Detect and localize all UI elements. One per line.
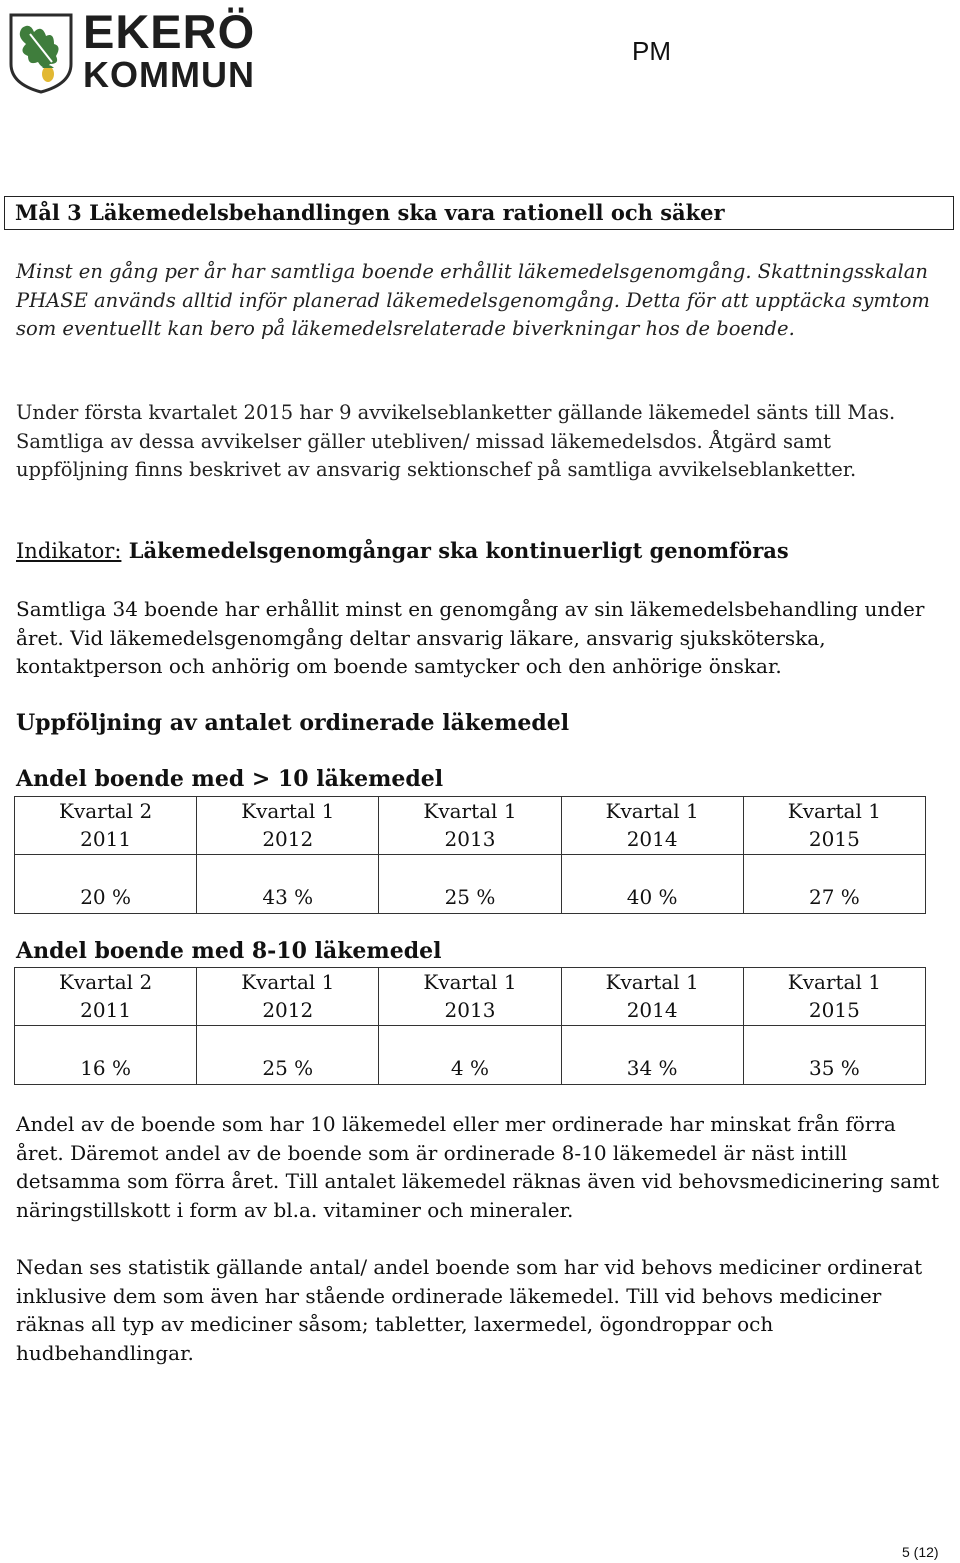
page-number: 5 (12) (902, 1544, 939, 1560)
table1-title: Andel boende med > 10 läkemedel (16, 766, 444, 792)
indicator-text: Läkemedelsgenomgångar ska kontinuerligt genomföras (128, 538, 789, 563)
followup-heading: Uppföljning av antalet ordinerade läkemedel (16, 710, 570, 736)
value-cell: 20 % (15, 855, 197, 914)
period-cell: Kvartal 1 2014 (561, 968, 743, 1026)
municipality-logo-shield (8, 12, 74, 94)
oak-leaf-icon (8, 12, 74, 94)
prn-statistics-paragraph: Nedan ses statistik gällande antal/ andel boende som har vid behovs mediciner ordinerat inklusive dem som även har stående ordinerade läkemedel. Till vid behovs mediciner räknas all typ av mediciner såsom; tabletter, laxermedel, ögondroppar och hudbehandlingar. (16, 1255, 923, 1365)
summary-paragraph: Andel av de boende som har 10 läkemedel eller mer ordinerade har minskat från förra året. Däremot andel av de boende som är ordinerade 8-10 läkemedel är näst intill detsamma som förra året. Till antalet läkemedel räknas även vid behovsmedicinering samt näringstillskott i form av bl.a. vitaminer och mineraler. (16, 1112, 940, 1222)
value-cell: 43 % (197, 855, 379, 914)
table-value-row (15, 855, 926, 914)
period-cell: Kvartal 1 2015 (743, 968, 925, 1026)
period-cell: Kvartal 2 2011 (15, 797, 197, 855)
value-cell: 4 % (379, 1026, 561, 1085)
stats-table-8-10 (14, 967, 926, 1085)
period-cell: Kvartal 1 2012 (197, 968, 379, 1026)
value-cell: 16 % (15, 1026, 197, 1085)
stats-table-over-10 (14, 796, 926, 914)
value-cell: 25 % (379, 855, 561, 914)
intro-paragraph: Minst en gång per år har samtliga boende erhållit läkemedelsgenomgång. Skattningsskalan PHASE används alltid inför planerad läkemedelsgenomgång. Detta för att upptäcka symtom som eventuellt kan bero på läkemedelsrelaterade biverkningar hos de boende. (16, 260, 930, 340)
period-cell: Kvartal 1 2012 (197, 797, 379, 855)
document-type-code: PM (632, 36, 671, 66)
logo-text-kommun: KOMMUN (83, 54, 255, 95)
value-cell: 40 % (561, 855, 743, 914)
indicator-label: Indikator: (16, 539, 122, 563)
period-cell: Kvartal 1 2013 (379, 968, 561, 1026)
table-header-row (15, 968, 926, 1026)
review-paragraph: Samtliga 34 boende har erhållit minst en genomgång av sin läkemedelsbehandling under året. Vid läkemedelsgenomgång deltar ansvarig läkare, ansvarig sjuksköterska, kontaktperson och anhörig om boende samtycker och den anhörige önskar. (16, 597, 925, 678)
period-cell: Kvartal 1 2014 (561, 797, 743, 855)
table-value-row (15, 1026, 926, 1085)
quarter-report-paragraph: Under första kvartalet 2015 har 9 avvikelseblanketter gällande läkemedel sänts till Mas. Samtliga av dessa avvikelser gäller utebliven/ missad läkemedelsdos. Åtgärd samt uppföljning finns beskrivet av ansvarig sektionschef på samtliga avvikelseblanketter. (16, 401, 896, 481)
period-cell: Kvartal 1 2013 (379, 797, 561, 855)
value-cell: 35 % (743, 1026, 925, 1085)
indicator-line (16, 538, 789, 563)
table-header-row (15, 797, 926, 855)
period-cell: Kvartal 2 2011 (15, 968, 197, 1026)
table2-title: Andel boende med 8-10 läkemedel (16, 938, 442, 964)
logo-text-ekero: EKERÖ (83, 5, 256, 58)
goal-heading-box: Mål 3 Läkemedelsbehandlingen ska vara rationell och säker (4, 196, 954, 230)
value-cell: 34 % (561, 1026, 743, 1085)
period-cell: Kvartal 1 2015 (743, 797, 925, 855)
value-cell: 27 % (743, 855, 925, 914)
value-cell: 25 % (197, 1026, 379, 1085)
